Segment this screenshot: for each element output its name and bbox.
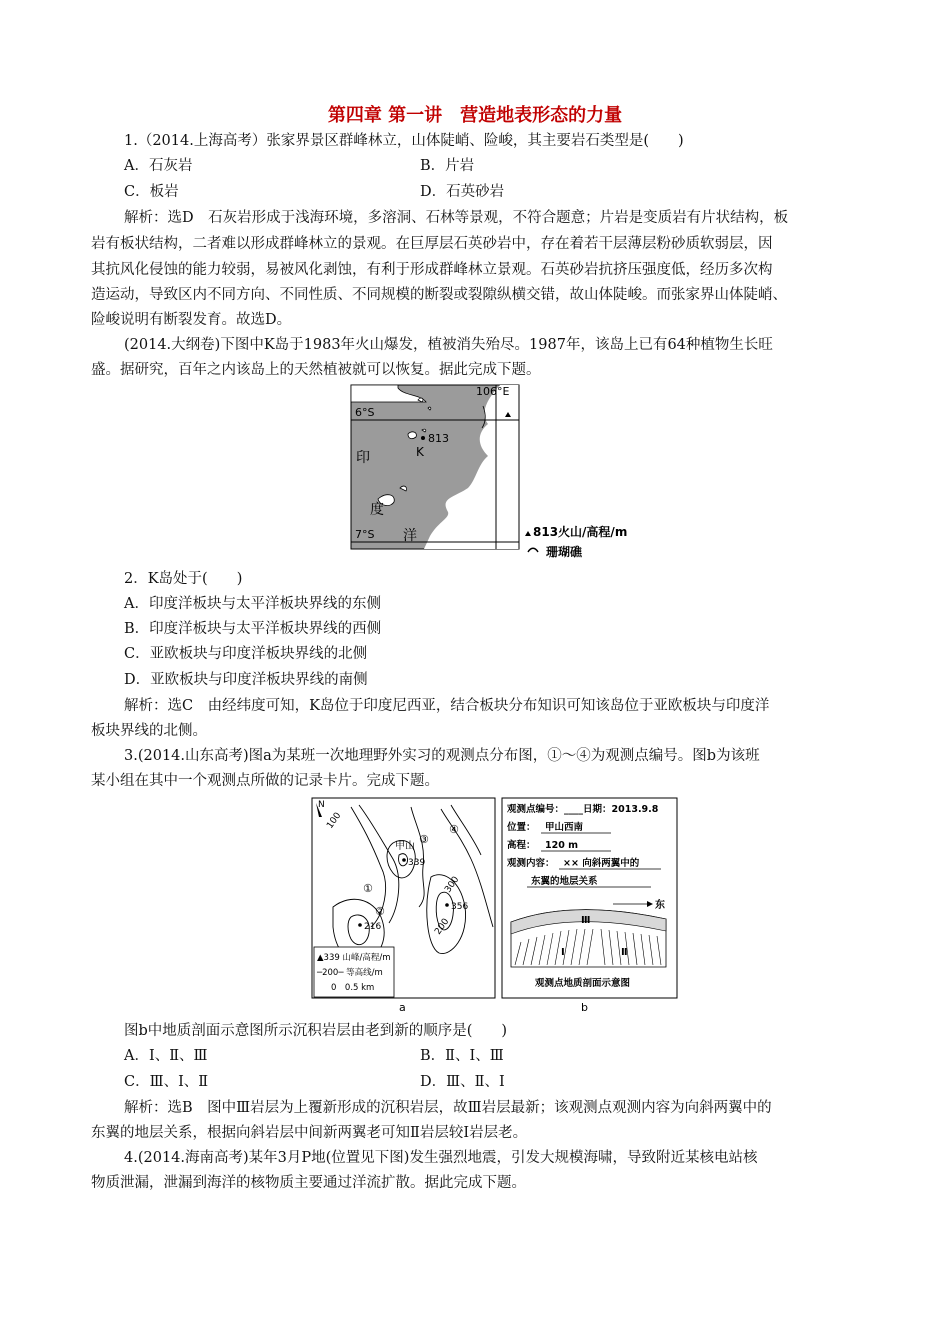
q1-analysis-line: 造运动，导致区内不同方向、不同性质、不同规模的断裂或裂隙纵横交错，故山体陡峻。而张家界山体陡峭、 <box>91 287 787 303</box>
peak-elevation: 339 <box>408 858 426 868</box>
contour-label: 100 <box>325 810 344 831</box>
k-island-label: K <box>416 445 424 459</box>
obs-point-2: ② <box>375 905 385 918</box>
east-label: 东 <box>655 900 665 911</box>
peak-elevation: 216 <box>364 922 382 932</box>
lat-bottom-label: 7°S <box>355 528 375 541</box>
ocean-char-3: 洋 <box>403 528 417 544</box>
q3-option-d: D．Ⅲ、Ⅱ、Ⅰ <box>420 1074 505 1090</box>
q1-option-c: C．板岩 <box>124 184 179 200</box>
q2-analysis-line: 板块界线的北侧。 <box>91 723 207 739</box>
q3-analysis-line: 解析：选B 图中Ⅲ岩层为上覆新形成的沉积岩层，故Ⅲ岩层最新；该观测点观测内容为向斜两翼中的 <box>124 1100 772 1116</box>
q4-intro-line: 4.(2014.海南高考)某年3月P地(位置见下图)发生强烈地震，引发大规模海啸，导致附近某核电站核 <box>124 1150 758 1166</box>
contour-label: 300 <box>443 874 462 895</box>
peak-elevation: 356 <box>451 902 469 912</box>
q2-intro-line: 盛。据研究，百年之内该岛上的天然植被就可以恢复。据此完成下题。 <box>91 362 541 378</box>
q1-option-d: D．石英砂岩 <box>420 184 505 200</box>
mountain-name: 甲山 <box>395 841 415 852</box>
q2-option-a: A．印度洋板块与太平洋板块界线的东侧 <box>124 596 381 612</box>
obs-point-3: ③ <box>419 833 429 846</box>
obs-point-1: ① <box>363 882 373 895</box>
card-row-4-value: ×× 向斜两翼中的 <box>563 858 640 869</box>
contour-label: 200 <box>433 916 452 937</box>
card-row-2-value: 甲山西南 <box>545 822 584 833</box>
card-row-3-label: 高程： <box>507 840 536 851</box>
figure-b-card <box>501 797 681 1015</box>
q1-option-a: A．石灰岩 <box>124 158 193 174</box>
lat-top-label: 6°S <box>355 406 375 419</box>
q1-analysis-line: 岩有板状结构，二者难以形成群峰林立的景观。在巨厚层石英砂岩中，存在着若干层薄层粉砂质软弱层，因 <box>91 236 773 252</box>
q3-intro-line: 3.(2014.山东高考)图a为某班一次地理野外实习的观测点分布图，①～④为观测点编号。图b为该班 <box>124 748 760 764</box>
q1-analysis-line: 其抗风化侵蚀的能力较弱，易被风化剥蚀，有利于形成群峰林立景观。石英砂岩抗挤压强度低，经历多次构 <box>91 262 773 278</box>
k-island-map <box>348 384 648 560</box>
card-row-5: 东翼的地层关系 <box>531 876 598 887</box>
figure-a-caption: a <box>399 1001 406 1014</box>
card-inner-caption: 观测点地质剖面示意图 <box>535 978 631 989</box>
legend-scale: 0 0.5 km <box>331 983 375 993</box>
q3-stem: 图b中地质剖面示意图所示沉积岩层由老到新的顺序是( ) <box>124 1023 508 1039</box>
q2-analysis-line: 解析：选C 由经纬度可知，K岛位于印度尼西亚，结合板块分布知识可知该岛位于亚欧板块与印度洋 <box>124 698 770 714</box>
volcano-legend-icon <box>525 531 531 536</box>
q3-intro-line: 某小组在其中一个观测点所做的记录卡片。完成下题。 <box>91 773 439 789</box>
q3-option-a: A．Ⅰ、Ⅱ、Ⅲ <box>124 1048 208 1064</box>
q1-analysis-line: 险峻说明有断裂发育。故选D。 <box>91 312 292 328</box>
q2-option-d: D．亚欧板块与印度洋板块界线的南侧 <box>124 672 368 688</box>
q2-stem: 2．K岛处于( ) <box>124 571 243 587</box>
reef-legend-icon <box>528 548 538 552</box>
layer-1-label: Ⅰ <box>561 947 565 958</box>
q3-analysis-line: 东翼的地层关系，根据向斜岩层中间新两翼老可知Ⅱ岩层较Ⅰ岩层老。 <box>91 1125 528 1141</box>
q4-intro-line: 物质泄漏，泄漏到海洋的核物质主要通过洋流扩散。据此完成下题。 <box>91 1175 526 1191</box>
legend-contour: ─200─ 等高线/m <box>317 968 383 978</box>
q1-option-b: B．片岩 <box>420 158 475 174</box>
card-row-2-label: 位置： <box>507 822 536 833</box>
card-row-3-value: 120 m <box>545 840 579 851</box>
legend-reef: 珊瑚礁 <box>546 545 583 559</box>
q3-option-c: C．Ⅲ、Ⅰ、Ⅱ <box>124 1074 209 1090</box>
figure-a-map <box>311 797 499 1015</box>
legend-volcano: 813火山/高程/m <box>533 525 628 539</box>
card-row-1: 观测点编号：____日期：2013.9.8 <box>507 804 659 815</box>
q2-option-c: C．亚欧板块与印度洋板块界线的北侧 <box>124 646 368 662</box>
legend-peak: ▲339 山峰/高程/m <box>317 953 391 963</box>
card-row-4-label: 观测内容： <box>507 858 555 869</box>
q2-intro-line: (2014.大纲卷)下图中K岛于1983年火山爆发，植被消失殆尽。1987年，该岛上已有64种植物生长旺 <box>124 337 773 353</box>
ocean-char-2: 度 <box>370 502 384 518</box>
lon-label: 106°E <box>476 385 510 398</box>
q3-option-b: B．Ⅱ、Ⅰ、Ⅲ <box>420 1048 504 1064</box>
obs-point-4: ④ <box>449 823 459 836</box>
q2-option-b: B．印度洋板块与太平洋板块界线的西侧 <box>124 621 382 637</box>
q1-analysis-line: 解析：选D 石灰岩形成于浅海环境，多溶洞、石林等景观，不符合题意；片岩是变质岩有片状结构，板 <box>124 210 789 226</box>
layer-2-label: Ⅱ <box>621 947 628 958</box>
layer-3-label: Ⅲ <box>581 915 591 926</box>
ocean-char-1: 印 <box>356 450 370 466</box>
figure-b-caption: b <box>581 1001 588 1014</box>
north-label: N <box>318 800 325 810</box>
peak-value: 813 <box>428 432 449 445</box>
page-title: 第四章 第一讲 营造地表形态的力量 <box>327 105 623 126</box>
q1-stem: 1.（2014.上海高考）张家界景区群峰林立，山体陡峭、险峻，其主要岩石类型是( ) <box>124 133 684 149</box>
